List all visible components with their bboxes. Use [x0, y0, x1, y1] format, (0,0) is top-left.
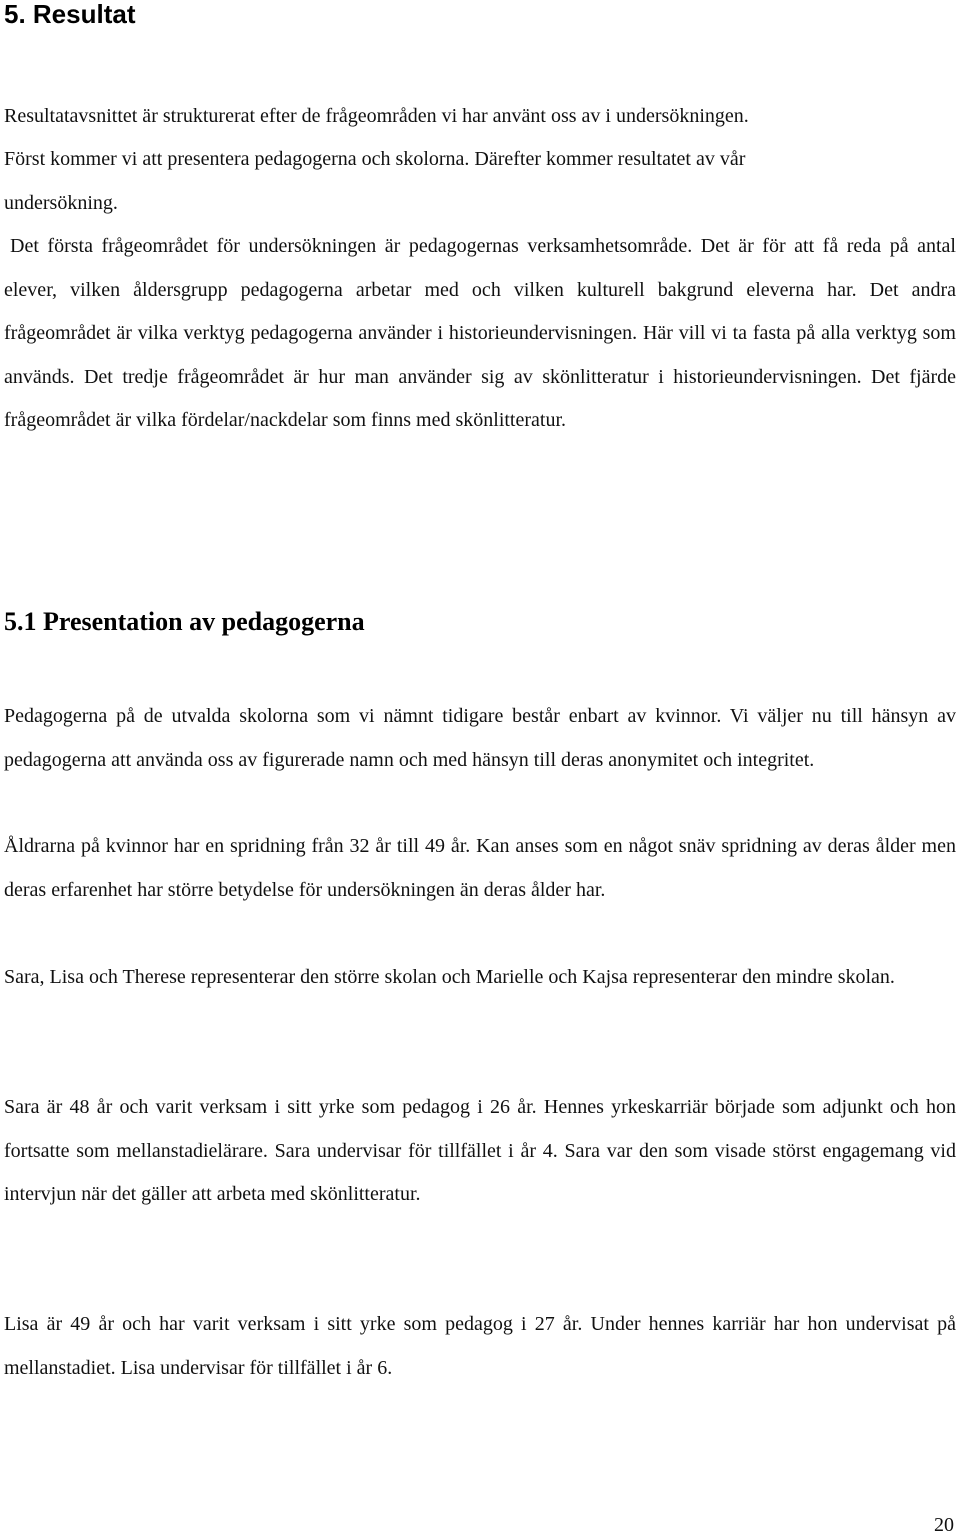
intro-line-2: Först kommer vi att presentera pedagogerna och skolorna. Därefter kommer resultatet av vår [4, 148, 746, 170]
intro-paragraph: Det första frågeområdet för undersökningen är pedagogernas verksamhetsområde. Det är för att få reda på antal elever, vilken åldersgrupp pedagogerna arbetar med och vilken kulturell bakgrund eleverna har. Det andra frågeområdet är vilka verktyg pedagogerna använder i historieundervisningen. Här vill vi ta fasta på alla verktyg som används. Det tredje frågeområdet är hur man använder sig av skönlitteratur i historieundervisningen. Det fjärde frågeområdet är vilka fördelar/nackdelar som finns med skönlitteratur. [4, 235, 956, 431]
section-paragraph-2: Åldrarna på kvinnor har en spridning från 32 år till 49 år. Kan anses som en något snäv spridning av deras ålder men deras erfarenhet har större betydelse för undersökningen än deras ålder har. [4, 835, 956, 901]
section-paragraph-1: Pedagogerna på de utvalda skolorna som vi nämnt tidigare består enbart av kvinnor. Vi väljer nu till hänsyn av pedagogerna att använda oss av figurerade namn och med hänsyn till deras anonymitet och integritet. [4, 705, 956, 771]
section-paragraph-3: Sara, Lisa och Therese representerar den större skolan och Marielle och Kajsa representerar den mindre skolan. [4, 966, 895, 988]
page-number: 20 [934, 1514, 954, 1536]
section-paragraph-5: Lisa är 49 år och har varit verksam i sitt yrke som pedagog i 27 år. Under hennes karriär har hon undervisat på mellanstadiet. Lisa undervisar för tillfället i år 6. [4, 1313, 956, 1379]
intro-line-3: undersökning. [4, 192, 118, 214]
section-heading: 5.1 Presentation av pedagogerna [4, 607, 365, 636]
page-title: 5. Resultat [4, 0, 136, 29]
section-paragraph-4: Sara är 48 år och varit verksam i sitt yrke som pedagog i 26 år. Hennes yrkeskarriär började som adjunkt och hon fortsatte som mellanstadielärare. Sara undervisar för tillfället i år 4. Sara var den som visade störst engagemang vid intervjun när det gäller att arbeta med skönlitteratur. [4, 1096, 956, 1205]
intro-line-1: Resultatavsnittet är strukturerat efter de frågeområden vi har använt oss av i undersökningen. [4, 105, 749, 127]
